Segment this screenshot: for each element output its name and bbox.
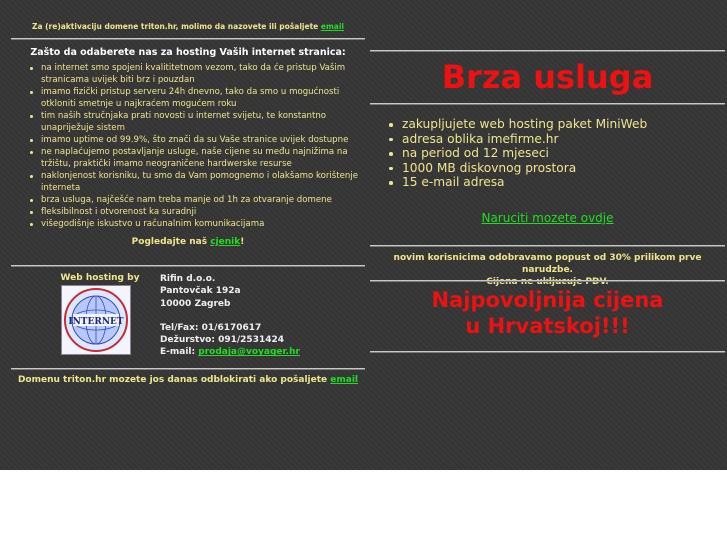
globe-logo-icon: [62, 286, 130, 354]
company-street: Pantovčak 192a: [160, 286, 241, 297]
discount-notice: [370, 252, 725, 288]
notice-bottom: [11, 375, 365, 385]
divider: [370, 245, 725, 247]
divider: [11, 368, 365, 370]
internet-logo: [61, 285, 131, 355]
notice-top: [11, 22, 365, 31]
notice-top-text: Za (re)aktivaciju domene triton.hr, molimo da nazovete ili pošaljete: [32, 22, 319, 31]
list-item: brza usluga, najčešće nam treba manje od 1h za otvaranje domene: [41, 194, 365, 206]
cheapest-line-2: u Hrvatskoj!!!: [465, 314, 630, 338]
see-price: [11, 237, 365, 247]
cheapest-price-banner: [370, 287, 725, 339]
list-item: naklonjenost korisniku, tu smo da Vam pomognemo i olakšamo korištenje interneta: [41, 170, 365, 194]
see-price-text: Pogledajte naš: [131, 237, 208, 247]
company-telfax: Tel/Fax: 01/6170617: [160, 322, 262, 333]
notice-top-email-link[interactable]: email: [320, 22, 344, 31]
company-info: [160, 273, 300, 359]
list-item: adresa oblika imefirme.hr: [402, 132, 725, 147]
list-item: zakupljujete web hosting paket MiniWeb: [402, 117, 725, 132]
cheapest-line-1: Najpovoljnija cijena: [431, 288, 664, 312]
list-item: tim naših stručnjaka prati novosti u internet svijetu, te konstantno unapriježuje sistem: [41, 110, 365, 134]
list-item: imamo fizički pristup serveru 24h dnevno, tako da smo u mogućnosti otkloniti smetnje u najkraćem mogućem roku: [41, 86, 365, 110]
divider: [370, 50, 725, 52]
order-link[interactable]: Naruciti mozete ovdje: [481, 211, 614, 225]
logo-text: INTERNET: [68, 317, 124, 327]
company-city: 10000 Zagreb: [160, 298, 231, 309]
divider: [370, 280, 725, 282]
divider: [11, 265, 365, 267]
reasons-list: [11, 62, 365, 230]
see-price-end: !: [240, 237, 245, 247]
list-item: na internet smo spojeni kvalititetnom vezom, tako da će pristup Vašim stranicama uvijek biti brz i pouzdan: [41, 62, 365, 86]
divider: [370, 103, 725, 105]
discount-line-1: novim korisnicima odobravamo popust od 30% prilikom prve narudzbe.: [393, 253, 702, 275]
divider: [11, 38, 365, 40]
notice-bottom-text: Domenu triton.hr mozete jos danas odblokirati ako pošaljete: [17, 375, 328, 385]
company-email-row: [160, 346, 300, 358]
list-item: ne naplaćujemo postavljanje usluge, naše cijene su među najnižima na tržištu, praktički imamo neograničene hardwerske resurse: [41, 146, 365, 170]
price-list-link[interactable]: cjenik: [210, 237, 241, 247]
company-name: Rifin d.o.o.: [160, 274, 216, 284]
list-item: fleksibilnost i otvorenost ka suradnji: [41, 206, 365, 218]
notice-bottom-email-link[interactable]: email: [330, 375, 359, 385]
discount-line-2: Cijena ne ukljucuje PDV.: [486, 277, 609, 287]
company-duty-phone: Dežurstvo: 091/2531424: [160, 335, 285, 346]
email-label: E-mail:: [160, 347, 196, 358]
company-email-link[interactable]: prodaja@voyager.hr: [198, 347, 300, 358]
why-us-title: Zašto da odaberete nas za hosting Vaših internet stranica:: [30, 47, 346, 58]
headline: Brza usluga: [441, 58, 654, 96]
hosted-by-label: Web hosting by: [60, 273, 140, 283]
divider: [370, 351, 725, 353]
list-item: 15 e-mail adresa: [402, 175, 725, 190]
order-row: [370, 211, 725, 225]
list-item: 1000 MB diskovnog prostora: [402, 161, 725, 176]
list-item: imamo uptime od 99.9%, što znači da su Vaše stranice uvijek dostupne: [41, 134, 365, 146]
features-list: [370, 117, 725, 190]
list-item: višegodišnje iskustvo u računalnim komunikacijama: [41, 218, 365, 230]
list-item: na period od 12 mjeseci: [402, 146, 725, 161]
